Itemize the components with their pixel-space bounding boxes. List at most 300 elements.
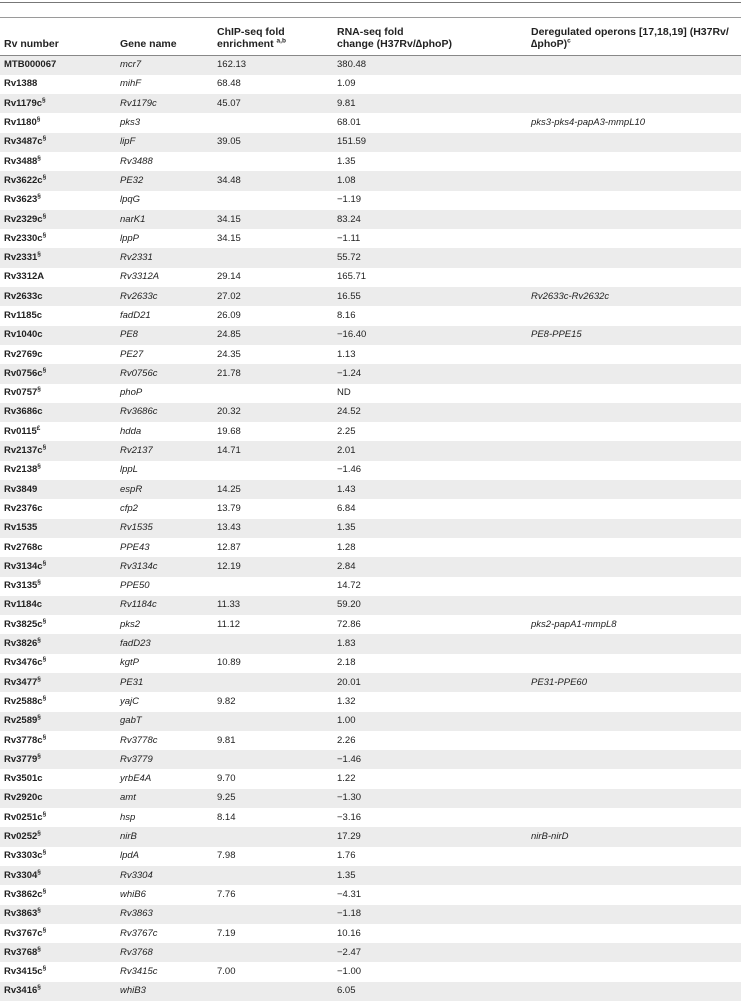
chip-cell: 29.14	[217, 271, 241, 283]
chip-cell: 45.07	[213, 94, 333, 113]
table-row	[0, 75, 741, 94]
rna-cell: 14.72	[337, 580, 361, 592]
rv-cell: Rv2769c	[4, 348, 43, 360]
rv-footnote-marker: §	[37, 386, 41, 394]
chip-cell: 7.76	[217, 888, 236, 900]
chip-cell	[213, 673, 333, 692]
rv-cell: Rv3623§	[4, 193, 41, 206]
operon-cell	[527, 866, 741, 885]
rv-footnote-marker: §	[37, 463, 41, 471]
rv-footnote-marker: §	[37, 675, 41, 683]
table-row	[0, 287, 741, 306]
operon-cell	[527, 769, 741, 788]
operon-cell	[527, 519, 741, 538]
chip-cell: 12.19	[213, 557, 333, 576]
chip-cell: 21.78	[213, 364, 333, 383]
chip-cell	[213, 152, 333, 171]
rna-cell: 2.18	[337, 657, 356, 669]
table-row	[0, 577, 741, 596]
rv-cell: Rv3849	[0, 480, 116, 499]
gene-cell: yajC	[120, 695, 140, 707]
gene-cell: lpqG	[120, 194, 141, 206]
rv-cell: Rv1535	[0, 519, 116, 538]
operon-cell: pks2-papA1-mmpL8	[531, 618, 617, 630]
rv-cell: Rv3303c§	[4, 849, 47, 862]
rna-cell: 1.35	[337, 155, 356, 167]
rv-cell: Rv2137c§	[0, 441, 116, 460]
rv-footnote-marker: §	[37, 868, 41, 876]
operon-cell	[527, 152, 741, 171]
rna-cell: 165.71	[337, 271, 367, 283]
rv-cell: Rv2331§	[0, 248, 116, 267]
chip-cell	[213, 712, 333, 731]
rv-cell: Rv3779§	[0, 750, 116, 769]
gene-cell: kgtP	[120, 657, 140, 669]
gene-cell: PE27	[120, 348, 144, 360]
gene-cell: PPE43	[120, 541, 150, 553]
gene-cell: pks2	[120, 618, 141, 630]
operon-cell	[527, 210, 741, 229]
rna-cell: 151.59	[333, 133, 527, 152]
gene-cell: Rv3778c	[120, 734, 158, 746]
rv-cell: Rv2633c	[0, 287, 116, 306]
gene-cell: lppP	[120, 232, 140, 244]
table-row	[0, 229, 741, 248]
rv-cell: Rv2376c	[4, 502, 43, 514]
gene-cell: phoP	[120, 387, 143, 399]
rv-footnote-marker: §	[37, 250, 41, 258]
operon-cell	[527, 924, 741, 943]
gene-cell: whiB6	[120, 888, 146, 900]
rna-cell: 1.83	[333, 634, 527, 653]
chip-cell	[213, 866, 333, 885]
operon-cell	[527, 905, 741, 924]
rna-cell: 10.16	[337, 927, 361, 939]
chip-cell: 14.71	[213, 441, 333, 460]
rna-cell: 17.29	[333, 827, 527, 846]
rv-cell: Rv3768§	[0, 943, 116, 962]
operon-cell	[527, 692, 741, 711]
gene-cell: mihF	[120, 78, 142, 90]
operon-cell	[527, 364, 741, 383]
rv-footnote-marker: §	[42, 96, 46, 104]
operon-cell	[527, 55, 741, 75]
gene-cell: PE8	[116, 326, 213, 345]
gene-cell: Rv1179c	[116, 94, 213, 113]
rna-cell: −1.30	[333, 789, 527, 808]
rna-cell: −1.11	[337, 232, 361, 244]
table-row	[0, 441, 741, 460]
rv-footnote-marker: §	[37, 984, 41, 992]
rna-cell: 8.16	[337, 310, 356, 321]
rv-footnote-marker: §	[42, 887, 47, 895]
operon-cell	[527, 943, 741, 962]
chip-cell: 11.12	[217, 618, 241, 630]
chip-cell: 24.85	[213, 326, 333, 345]
gene-cell: pks3	[120, 117, 141, 129]
gene-cell: Rv3304	[116, 866, 213, 885]
rv-footnote-marker: §	[42, 964, 47, 972]
operon-cell	[527, 422, 741, 441]
rna-cell: 68.01	[337, 117, 361, 129]
rv-footnote-marker: §	[42, 443, 47, 451]
rv-cell: Rv3487c§	[0, 133, 116, 152]
gene-cell: hsp	[120, 811, 136, 823]
table-row	[0, 94, 741, 113]
chip-cell: 11.33	[213, 596, 333, 615]
operon-cell	[527, 654, 741, 673]
rv-footnote-marker: §	[42, 694, 47, 702]
gene-cell: fadD23	[116, 634, 213, 653]
chip-cell: 34.15	[213, 210, 333, 229]
gene-cell: cfp2	[120, 502, 138, 514]
rna-cell: 59.20	[333, 596, 527, 615]
chip-cell	[213, 113, 333, 132]
rna-cell: −1.18	[333, 905, 527, 924]
rna-cell: −1.19	[337, 194, 362, 206]
rv-footnote-marker: §	[37, 636, 41, 644]
rna-cell: 1.35	[333, 519, 527, 538]
rna-cell: 1.09	[337, 78, 356, 90]
rv-footnote-marker: §	[37, 193, 41, 201]
table-row	[0, 403, 741, 422]
table-row	[0, 654, 741, 673]
rv-cell: Rv2768c	[4, 541, 43, 553]
table-row	[0, 461, 741, 480]
rv-cell: Rv1180§	[4, 115, 41, 129]
operon-cell	[527, 461, 741, 480]
gene-cell: Rv3312A	[120, 271, 160, 283]
rv-cell: Rv0252§	[0, 827, 116, 846]
chip-cell	[213, 905, 333, 924]
rna-cell: 1.76	[337, 850, 356, 862]
operon-cell	[527, 847, 741, 866]
operon-cell	[527, 885, 741, 904]
chip-cell: 12.87	[217, 541, 241, 553]
rv-cell: Rv1388	[4, 78, 38, 90]
rv-footnote-marker: §	[42, 733, 47, 741]
operon-cell	[527, 808, 741, 827]
operon-cell: PE8-PPE15	[527, 326, 741, 345]
operon-cell	[527, 712, 741, 731]
rna-cell: −4.31	[337, 888, 362, 900]
table-row	[0, 731, 741, 750]
chip-cell: 9.25	[213, 789, 333, 808]
col-header-rv-number: Rv number	[0, 18, 116, 55]
rv-cell: MTB000067	[0, 55, 116, 75]
operon-cell	[527, 982, 741, 1001]
rna-cell: 9.81	[333, 94, 527, 113]
gene-cell: Rv3863	[116, 905, 213, 924]
chip-cell: 7.19	[217, 927, 236, 939]
operon-cell: pks3-pks4-papA3-mmpL10	[531, 117, 646, 129]
rna-cell: 20.01	[333, 673, 527, 692]
table-row	[0, 866, 741, 885]
rv-cell: Rv2329c§	[0, 210, 116, 229]
rna-cell: 1.00	[333, 712, 527, 731]
rv-cell: Rv3863§	[0, 905, 116, 924]
rv-footnote-marker: §	[42, 810, 47, 818]
operon-cell	[527, 306, 741, 325]
operon-cell	[527, 171, 741, 190]
table-row	[0, 210, 741, 229]
rv-cell: Rv3778c§	[4, 733, 47, 746]
chip-cell: 26.09	[217, 310, 241, 321]
chip-footnote-marker: a,b	[276, 37, 286, 44]
chip-cell	[213, 634, 333, 653]
operon-cell	[527, 75, 741, 94]
col-header-chip-seq: ChIP-seq fold enrichment $^{a,b}$	[213, 18, 333, 55]
operon-cell	[527, 403, 741, 422]
rv-footnote-marker: §	[37, 154, 41, 162]
gene-cell: Rv1184c	[116, 596, 213, 615]
rv-cell: Rv2588c§	[4, 694, 47, 707]
col-header-gene-name: Gene name	[116, 18, 213, 55]
table-row	[0, 422, 741, 441]
table-row	[0, 789, 741, 808]
operon-cell	[527, 557, 741, 576]
table-row	[0, 384, 741, 403]
chip-cell: 24.35	[217, 348, 241, 360]
operon-cell	[527, 133, 741, 152]
gene-cell: PE31	[116, 673, 213, 692]
table-row	[0, 268, 741, 287]
gene-cell: PPE50	[120, 580, 150, 592]
rv-cell: Rv0757§	[4, 386, 41, 399]
table-row	[0, 113, 741, 132]
operon-cell	[527, 499, 741, 518]
table-row	[0, 326, 741, 345]
gene-cell: Rv3134c	[116, 557, 213, 576]
chip-cell: 20.32	[213, 403, 333, 422]
operon-cell	[527, 577, 741, 596]
rna-cell: 1.13	[337, 348, 356, 360]
chip-cell: 68.48	[217, 78, 241, 90]
operon-cell: nirB-nirD	[527, 827, 741, 846]
chip-cell	[213, 982, 333, 1001]
table-row	[0, 712, 741, 731]
rna-cell: ND	[337, 387, 351, 399]
operon-cell	[527, 634, 741, 653]
operon-cell	[527, 345, 741, 364]
rna-cell: 55.72	[333, 248, 527, 267]
rv-footnote-marker: §	[37, 579, 41, 586]
top-rule	[0, 2, 741, 3]
rv-footnote-marker: §	[42, 656, 47, 664]
gene-cell: Rv3415c	[120, 966, 158, 978]
rv-footnote-marker: §	[37, 945, 41, 953]
rna-cell: 2.84	[333, 557, 527, 576]
rv-footnote-marker: §	[42, 366, 47, 374]
table-row	[0, 557, 741, 576]
col-header-rna-seq: RNA-seq fold change (H37Rv/∆phoP)	[333, 18, 527, 55]
table-row	[0, 133, 741, 152]
operon-cell: Rv2633c-Rv2632c	[527, 287, 741, 306]
rv-cell: Rv3304§	[0, 866, 116, 885]
rna-cell: 380.48	[333, 55, 527, 75]
gene-cell: Rv3767c	[120, 927, 158, 939]
table-row	[0, 750, 741, 769]
rv-footnote-marker: §	[42, 135, 47, 143]
gene-cell: Rv3488	[120, 155, 153, 167]
table-row	[0, 905, 741, 924]
gene-cell: hdda	[120, 425, 142, 437]
operon-cell	[527, 191, 741, 210]
chip-cell: 13.43	[213, 519, 333, 538]
gene-cell: Rv2137	[116, 441, 213, 460]
rna-cell: 6.05	[333, 982, 527, 1001]
rna-cell: −1.24	[333, 364, 527, 383]
rv-cell: Rv2138§	[4, 463, 41, 476]
rv-cell: Rv3825c§	[4, 617, 47, 630]
operon-cell	[527, 538, 741, 557]
gene-cell: Rv3768	[116, 943, 213, 962]
table-row	[0, 943, 741, 962]
table-row	[0, 769, 741, 788]
rna-cell: −3.16	[337, 811, 362, 823]
gene-cell: Rv3686c	[116, 403, 213, 422]
rv-cell: Rv1185c	[4, 310, 43, 321]
rv-footnote-marker: §	[37, 714, 41, 722]
rna-cell: 1.35	[333, 866, 527, 885]
rv-footnote-marker: §	[42, 849, 47, 857]
table-row	[0, 248, 741, 267]
rv-cell: Rv2920c	[0, 789, 116, 808]
table-row	[0, 615, 741, 634]
chip-cell: 13.79	[217, 502, 241, 514]
operon-cell	[527, 384, 741, 403]
rv-cell: Rv3826§	[0, 634, 116, 653]
col-header-operons: Deregulated operons [17,18,19] (H37Rv/ ∆phoP)$^c$	[527, 18, 741, 55]
table-row	[0, 827, 741, 846]
chip-cell: 27.02	[213, 287, 333, 306]
rna-cell: 72.86	[337, 618, 361, 630]
rna-cell: 6.84	[337, 502, 356, 514]
chip-cell	[213, 461, 333, 480]
operons-footnote-marker: c	[567, 37, 571, 44]
chip-cell: 7.00	[217, 966, 236, 978]
header-row	[0, 18, 741, 55]
rv-footnote-marker: §	[37, 907, 41, 915]
chip-cell: 39.05	[213, 133, 333, 152]
rv-cell: Rv0756c§	[0, 364, 116, 383]
gene-cell: Rv2331	[116, 248, 213, 267]
rv-footnote-marker: §	[36, 115, 41, 123]
operon-cell	[527, 229, 741, 248]
rv-cell: Rv1179c§	[0, 94, 116, 113]
table-row	[0, 982, 741, 1001]
table-row	[0, 885, 741, 904]
rv-cell: Rv3501c	[4, 773, 43, 785]
rv-footnote-marker: §	[37, 829, 41, 837]
table-row	[0, 634, 741, 653]
operon-cell	[527, 248, 741, 267]
rv-cell: Rv3415c§	[4, 964, 47, 978]
rna-cell: 2.25	[337, 425, 356, 437]
gene-cell: narK1	[116, 210, 213, 229]
chip-cell: 10.89	[217, 657, 241, 669]
table-row	[0, 673, 741, 692]
chip-cell	[213, 750, 333, 769]
chip-cell	[213, 943, 333, 962]
table-row	[0, 152, 741, 171]
operon-cell	[527, 789, 741, 808]
rv-cell: Rv3476c§	[4, 656, 47, 669]
rv-footnote-marker: §	[42, 926, 47, 934]
rv-footnote-marker: §	[42, 559, 47, 567]
rv-cell: Rv1040c	[0, 326, 116, 345]
rv-cell: Rv3767c§	[4, 926, 47, 939]
rv-footnote-marker: £	[36, 424, 41, 432]
table-row	[0, 191, 741, 210]
rv-cell: Rv3622c§	[0, 171, 116, 190]
rv-cell: Rv3416§	[0, 982, 116, 1001]
rv-cell: Rv3135§	[4, 579, 41, 592]
rv-cell: Rv1184c	[0, 596, 116, 615]
table-row	[0, 847, 741, 866]
rv-footnote-marker: §	[42, 231, 47, 239]
gene-cell: lipF	[116, 133, 213, 152]
rv-footnote-marker: §	[42, 212, 47, 220]
gene-cell: yrbE4A	[120, 773, 152, 785]
gene-cell: nirB	[116, 827, 213, 846]
operon-cell	[527, 268, 741, 287]
operon-cell	[527, 731, 741, 750]
chip-cell: 19.68	[217, 425, 241, 437]
table-row	[0, 55, 741, 75]
chip-cell: 8.14	[217, 811, 236, 823]
rv-cell: Rv3862c§	[4, 887, 47, 900]
rv-cell: Rv0251c§	[4, 810, 47, 823]
chip-cell	[213, 248, 333, 267]
operon-cell	[527, 750, 741, 769]
gene-cell: PE32	[116, 171, 213, 190]
gene-cell: mcr7	[116, 55, 213, 75]
table-row	[0, 808, 741, 827]
table-row	[0, 538, 741, 557]
rna-cell: −16.40	[333, 326, 527, 345]
rna-cell: 83.24	[333, 210, 527, 229]
table-row	[0, 345, 741, 364]
gene-cell: fadD21	[120, 310, 151, 321]
rna-cell: 1.22	[337, 773, 356, 785]
rna-cell: 16.55	[333, 287, 527, 306]
operon-cell	[527, 441, 741, 460]
table-row	[0, 924, 741, 943]
chip-cell: 34.15	[217, 232, 241, 244]
table-row	[0, 364, 741, 383]
gene-cell: espR	[116, 480, 213, 499]
rna-cell: 2.26	[337, 734, 356, 746]
gene-cell: lppL	[120, 464, 138, 476]
chip-cell	[213, 384, 333, 403]
chip-cell: 9.70	[217, 773, 236, 785]
chip-cell: 34.48	[213, 171, 333, 190]
rv-cell: Rv2330c§	[4, 231, 47, 244]
table-row	[0, 306, 741, 325]
chip-cell	[213, 577, 333, 596]
table-row	[0, 596, 741, 615]
rv-cell: Rv3488§	[4, 154, 41, 167]
rv-footnote-marker: §	[37, 752, 41, 760]
rna-cell: 24.52	[333, 403, 527, 422]
gene-cell: gabT	[116, 712, 213, 731]
rv-cell: Rv3477§	[0, 673, 116, 692]
gene-cell: Rv1535	[116, 519, 213, 538]
chip-cell: 7.98	[217, 850, 236, 862]
chip-cell	[213, 827, 333, 846]
rna-cell: 1.28	[337, 541, 356, 553]
